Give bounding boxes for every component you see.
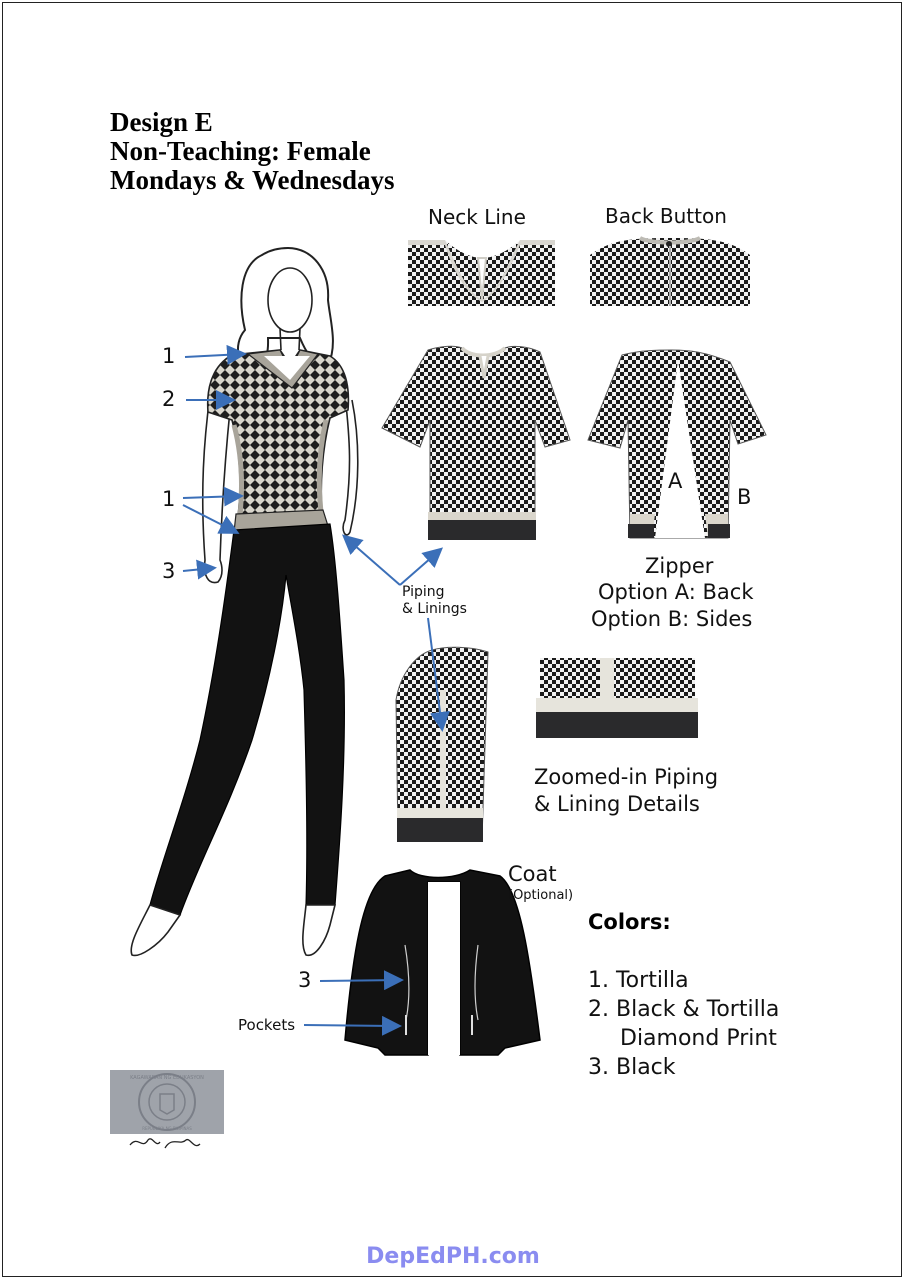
- piping-label-line2: & Linings: [402, 601, 467, 617]
- coat-label: Coat: [508, 862, 557, 886]
- zipper-marker-a: A: [668, 469, 683, 493]
- color-item-2-cont: Diamond Print: [620, 1026, 777, 1051]
- neck-line-label: Neck Line: [428, 205, 526, 229]
- zipper-label: Zipper: [645, 554, 714, 578]
- colors-heading: Colors:: [588, 910, 671, 934]
- back-blouse-photo: [588, 350, 766, 538]
- back-button-label: Back Button: [605, 204, 727, 228]
- zipper-option-a: Option A: Back: [598, 580, 754, 604]
- zoomed-label-line2: & Lining Details: [534, 792, 700, 816]
- front-blouse-photo: [382, 346, 570, 540]
- coat-optional-note: (Optional): [508, 888, 574, 903]
- callout-2-blouse: 2: [162, 387, 176, 411]
- seal-bottom-text: REPUBLIKA NG PILIPINAS: [142, 1126, 192, 1131]
- neck-line-photo: [408, 240, 555, 306]
- callout-1-neckline: 1: [162, 344, 176, 368]
- callout-3-pants: 3: [162, 559, 176, 583]
- color-item-1: 1. Tortilla: [588, 968, 689, 993]
- seal-ring-text: KAGAWARAN NG EDUKASYON: [130, 1075, 204, 1081]
- zipper-option-b: Option B: Sides: [591, 607, 753, 631]
- staff-category: Non-Teaching: Female: [110, 136, 371, 166]
- back-button-photo: [590, 238, 750, 306]
- side-lining-photo: [396, 647, 488, 842]
- piping-label-line1: Piping: [402, 584, 445, 600]
- schedule-days: Mondays & Wednesdays: [110, 165, 395, 195]
- zoomed-label-line1: Zoomed-in Piping: [534, 765, 719, 789]
- design-title: Design E: [110, 107, 213, 137]
- footer-site: DepEdPH.com: [366, 1244, 540, 1269]
- pockets-label: Pockets: [238, 1016, 296, 1034]
- deped-seal-icon: [110, 1070, 224, 1134]
- zoomed-hem-photo: [536, 658, 698, 738]
- callout-1-piping: 1: [162, 487, 176, 511]
- color-item-3: 3. Black: [588, 1055, 676, 1080]
- color-item-2: 2. Black & Tortilla: [588, 997, 780, 1022]
- zipper-marker-b: B: [737, 485, 752, 509]
- deped-seal-box: [110, 1070, 224, 1134]
- callout-3-coat: 3: [298, 968, 312, 992]
